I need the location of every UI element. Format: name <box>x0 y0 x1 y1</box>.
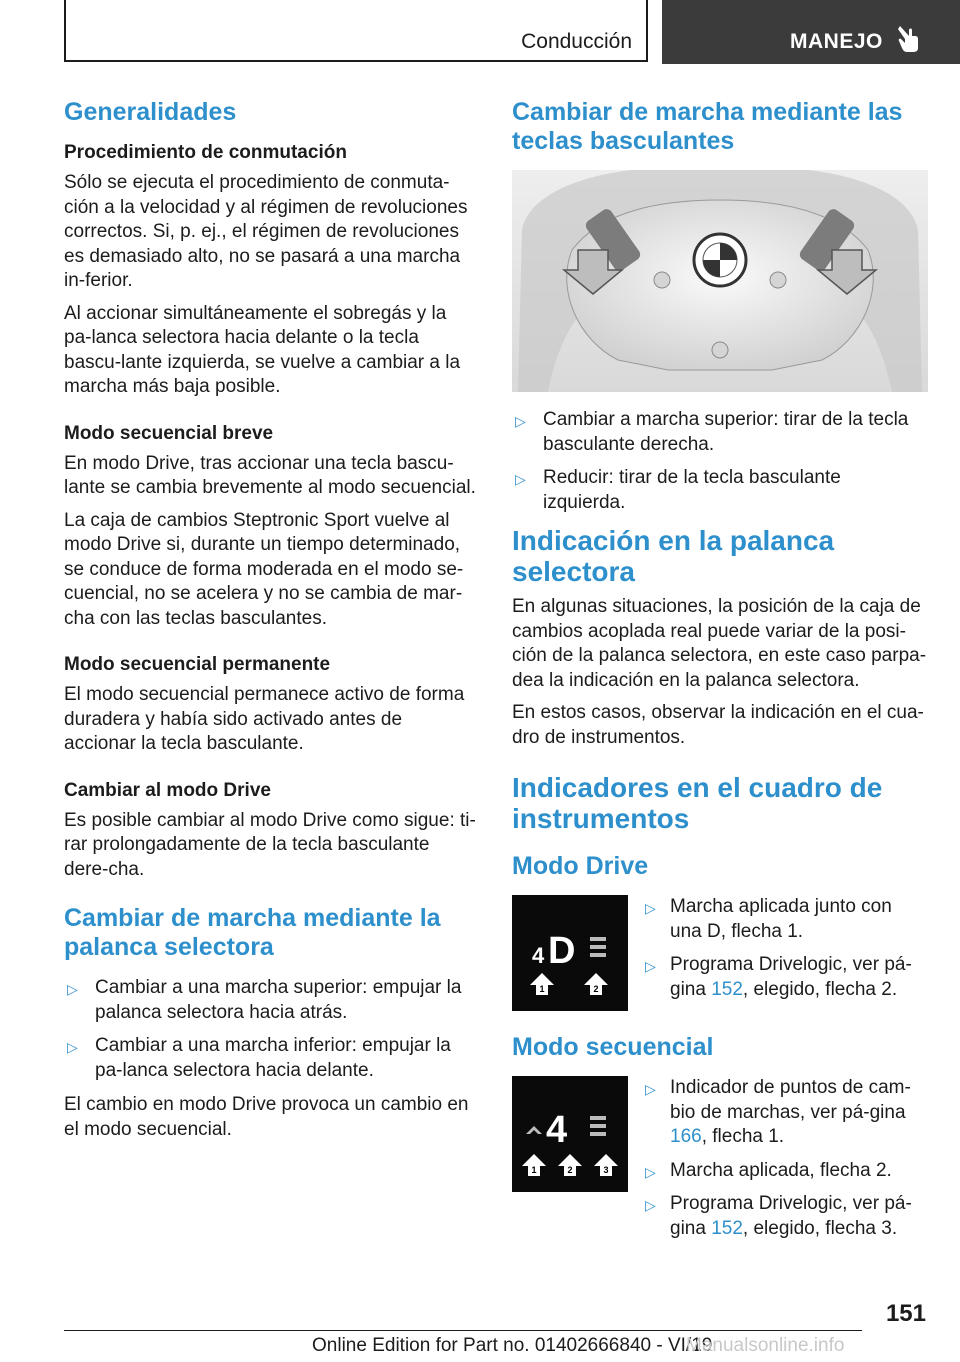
heading-generalidades: Generalidades <box>64 98 237 126</box>
drive-gear-label: 4 <box>532 943 545 968</box>
chapter-title: MANEJO <box>790 30 883 53</box>
paragraph-palanca: El cambio en modo Drive provoca un cambio en el modo secuencial. <box>64 1094 469 1140</box>
edition-footer: Online Edition for Part no. 01402666840 - VI/19 <box>312 1335 713 1356</box>
heading-indicacion-palanca: Indicación en la palanca selectora <box>512 525 835 587</box>
sequential-display-image <box>512 1076 628 1192</box>
page-link-152[interactable]: 152 <box>711 1217 743 1239</box>
svg-text:2: 2 <box>593 984 599 994</box>
list-item: ▷ Cambiar a marcha superior: tirar de la tecla basculante derecha. <box>515 409 909 455</box>
paragraph-drive: Es posible cambiar al modo Drive como sigue: ti‐rar prolongadamente de la tecla basculante dere‐cha. <box>64 809 476 880</box>
svg-text:1: 1 <box>531 1165 537 1175</box>
chapter-tab <box>662 0 960 64</box>
modo-secuencial-row <box>512 1076 928 1250</box>
heading-modo-breve: Modo secuencial breve <box>64 422 274 444</box>
right-column <box>512 98 928 1264</box>
section-tab <box>64 0 648 62</box>
watermark: Manualsonline.info <box>686 1335 845 1356</box>
footer-divider <box>64 1330 862 1331</box>
triangle-bullet-icon: ▷ <box>67 1039 78 1055</box>
section-title: Conducción <box>521 30 632 53</box>
paragraph-permanente: El modo secuencial permanece activo de forma duradera y había sido activado antes de accionar la tecla basculante. <box>64 684 465 754</box>
page-link-152[interactable]: 152 <box>711 978 743 1000</box>
heading-modo-drive: Modo Drive <box>512 852 649 880</box>
page-number: 151 <box>885 1300 926 1327</box>
sequential-gear-label: 4 <box>546 1109 568 1151</box>
paragraph-indicacion-1: En algunas situaciones, la posición de la caja de cambios acoplada real puede variar de la posi‐ción de la palanca selectora, en este caso parpa‐dea la indicación en la palanca selectora. <box>512 596 927 691</box>
list-item: ▷ Marcha aplicada junto con una D, flecha 1. <box>645 896 892 942</box>
triangle-bullet-icon: ▷ <box>645 1163 656 1180</box>
triangle-bullet-icon: ▷ <box>645 958 656 974</box>
paragraph-breve-1: En modo Drive, tras accionar una tecla bascu‐lante se cambia brevemente al modo secuencial. <box>64 452 476 498</box>
drive-display-image <box>512 895 628 1011</box>
paragraph-indicacion-2: En estos casos, observar la indicación en el cua‐dro de instrumentos. <box>512 702 924 748</box>
teclas-list <box>512 408 928 515</box>
modo-drive-row <box>512 895 928 1011</box>
list-item: ▷ Cambiar a una marcha inferior: empujar la pa‐lanca selectora hacia delante. <box>67 1035 451 1081</box>
secuencial-list <box>642 1076 928 1241</box>
heading-modo-permanente: Modo secuencial permanente <box>64 654 331 675</box>
triangle-bullet-icon: ▷ <box>645 900 656 916</box>
page-header <box>0 0 960 66</box>
paragraph-procedimiento-2: Al accionar simultáneamente el sobregás y la pa‐lanca selectora hacia delante o la tecla bascu‐lante izquierda, se vuelve a cambiar a la marcha más baja posible. <box>64 302 461 397</box>
heading-indicadores-cuadro: Indicadores en el cuadro de instrumentos <box>512 772 883 834</box>
paragraph-breve-2: La caja de cambios Steptronic Sport vuelve al modo Drive si, durante un tiempo determinado, se conduce de forma moderada en el modo se‐cuencial, no se acelera y no se cambia de mar‐cha con las teclas basculantes. <box>64 509 464 629</box>
steering-wheel-image <box>512 170 928 392</box>
svg-text:1: 1 <box>539 984 545 994</box>
pointing-hand-icon <box>896 24 924 54</box>
list-item: ▷ Cambiar a una marcha superior: empujar la palanca selectora hacia atrás. <box>67 977 462 1023</box>
heading-teclas-basculantes: Cambiar de marcha mediante las teclas basculantes <box>512 98 903 155</box>
list-item: ▷ Programa Drivelogic, ver pá‐gina 152, elegido, flecha 3. <box>645 1193 912 1239</box>
drive-mode-label: D <box>548 930 576 972</box>
page-link-166[interactable]: 166 <box>670 1126 702 1147</box>
triangle-bullet-icon: ▷ <box>645 1081 656 1097</box>
list-item: ▷ Reducir: tirar de la tecla basculante izquierda. <box>515 467 841 513</box>
paragraph-procedimiento-1: Sólo se ejecuta el procedimiento de conmuta‐ción a la velocidad y al régimen de revoluciones correctos. Si, p. ej., el régimen de revoluciones es demasiado alto, no se pasará a una marcha in‐ferior. <box>64 172 468 291</box>
heading-palanca-selectora: Cambiar de marcha mediante la palanca selectora <box>64 904 441 961</box>
heading-modo-secuencial: Modo secuencial <box>512 1033 714 1061</box>
list-item: ▷ Marcha aplicada, flecha 2. <box>642 1159 928 1184</box>
heading-procedimiento: Procedimiento de conmutación <box>64 142 347 163</box>
list-item: ▷ Programa Drivelogic, ver pá‐gina 152, elegido, flecha 2. <box>645 954 912 1000</box>
drive-list <box>642 895 928 1002</box>
triangle-bullet-icon: ▷ <box>67 981 78 997</box>
list-item: ▷ Indicador de puntos de cam‐bio de marchas, ver pá‐gina 166, flecha 1. <box>645 1077 911 1147</box>
svg-text:3: 3 <box>603 1165 609 1175</box>
triangle-bullet-icon: ▷ <box>515 471 526 487</box>
triangle-bullet-icon: ▷ <box>645 1197 656 1213</box>
left-column <box>64 98 476 1150</box>
heading-cambiar-drive: Cambiar al modo Drive <box>64 779 271 801</box>
svg-text:2: 2 <box>567 1165 573 1175</box>
palanca-list <box>64 976 476 1083</box>
triangle-bullet-icon: ▷ <box>515 413 526 429</box>
